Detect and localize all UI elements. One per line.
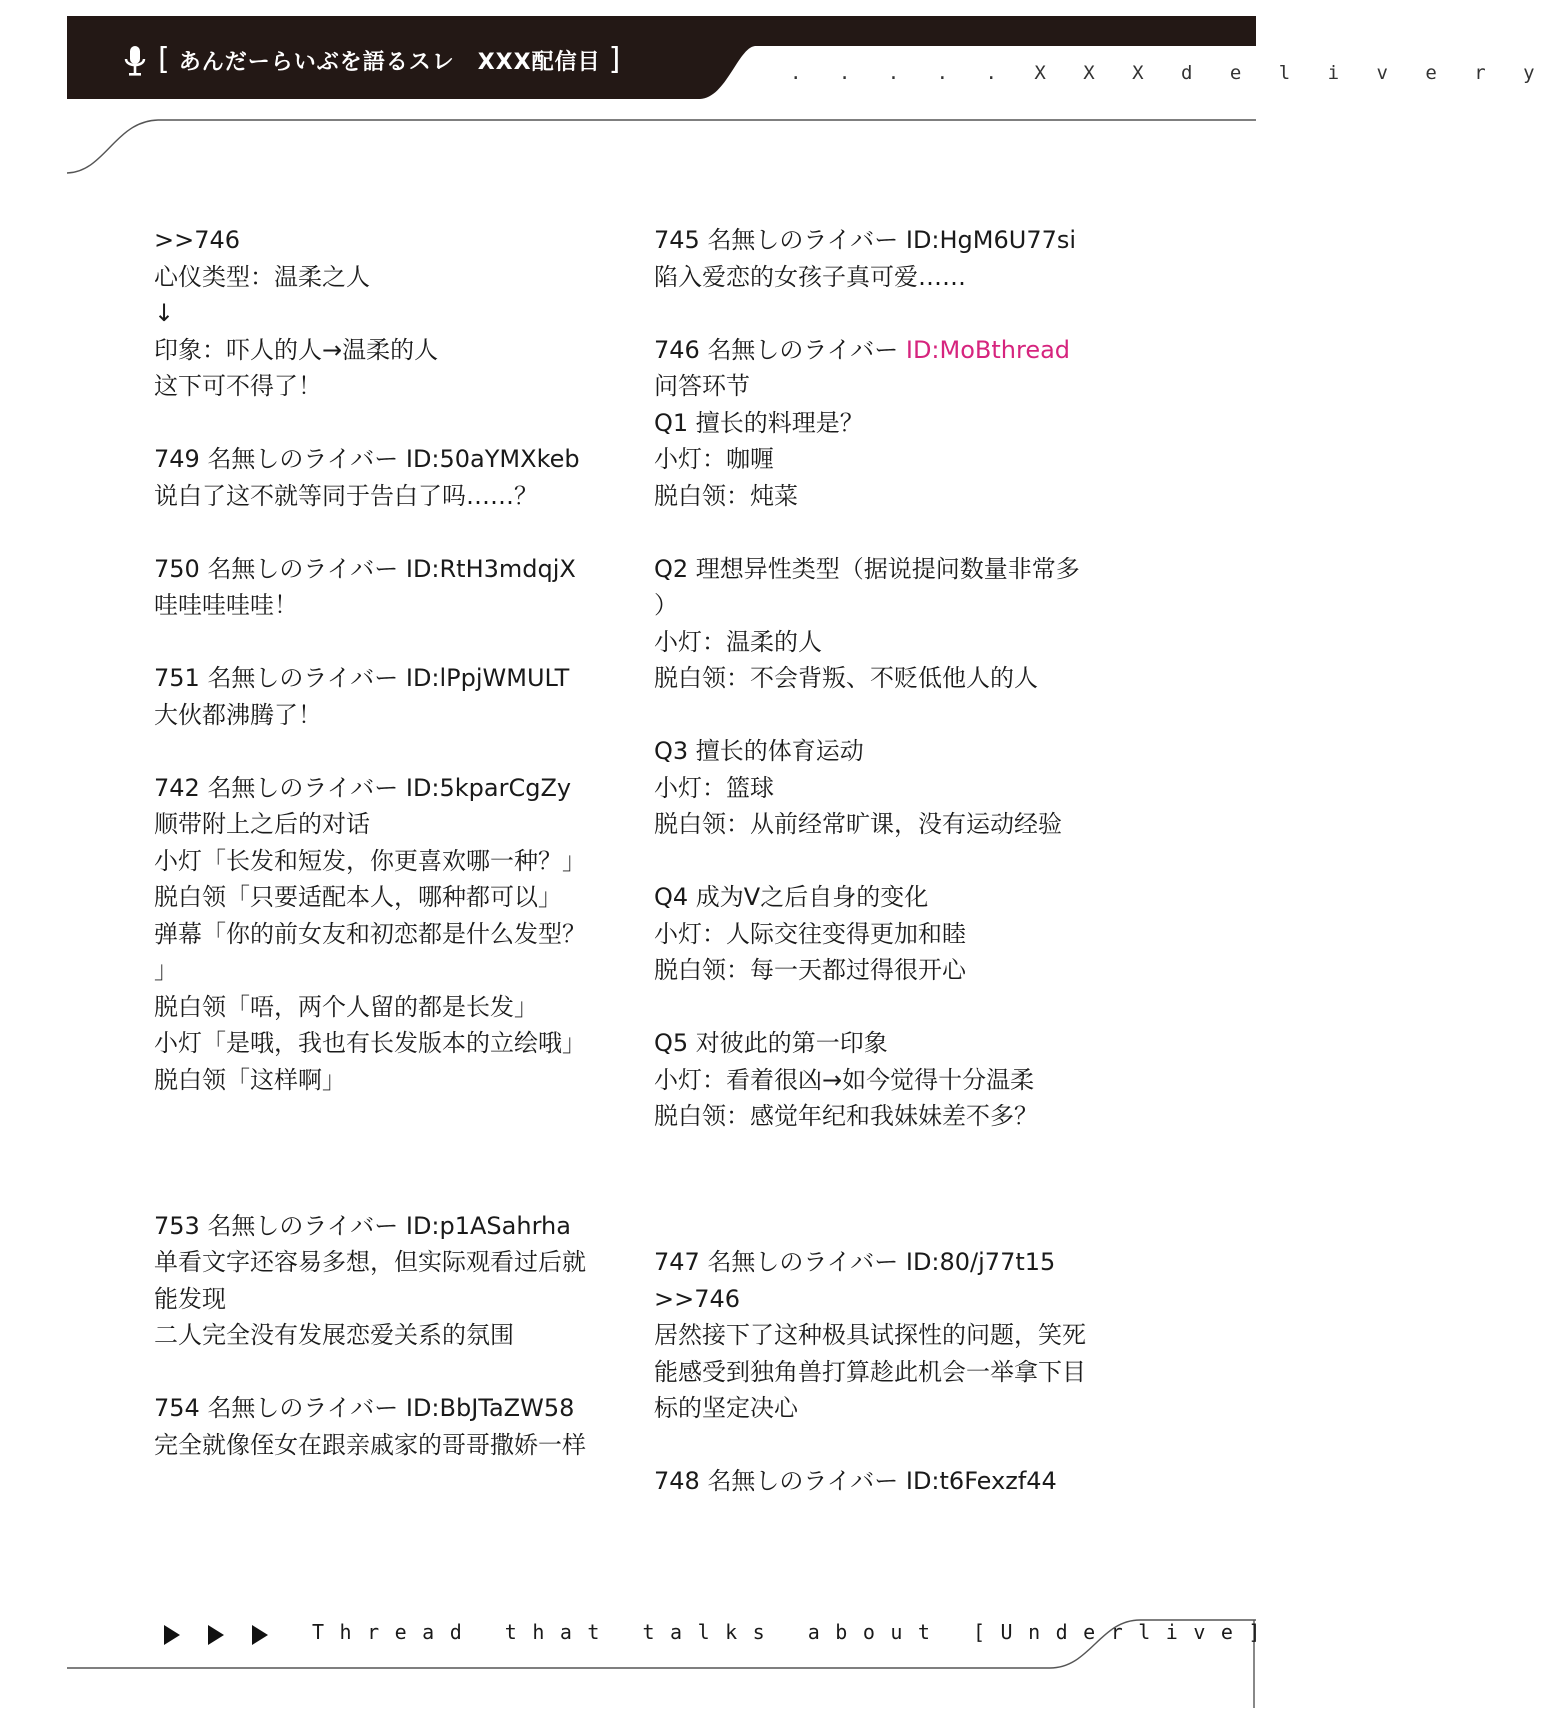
post-line: 这下可不得了！ — [154, 372, 322, 400]
right-column — [654, 222, 1114, 1500]
post-line: 小灯「是哦，我也有长发版本的立绘哦」 — [154, 1029, 586, 1057]
post-line: 哇哇哇哇哇！ — [154, 591, 298, 619]
footer-text: Thread that talks about [Underlive] — [312, 1620, 1276, 1644]
post — [654, 222, 1114, 295]
post-spacer — [654, 514, 1114, 551]
microphone-icon — [122, 44, 148, 78]
post-line: ） — [654, 591, 678, 619]
post-line: 脱白领「只要适配本人，哪种都可以」 — [154, 883, 562, 911]
post-line: 脱白领：每一天都过得很开心 — [654, 956, 966, 984]
post-line: 742 名無しのライバー ID:5kparCgZy — [154, 773, 572, 802]
post-line: 脱白领：炖菜 — [654, 481, 798, 510]
post-line: 脱白领「这样啊」 — [154, 1065, 346, 1094]
post — [154, 1208, 614, 1354]
post-line: 脱白领「唔，两个人留的都是长发」 — [154, 992, 538, 1021]
post-line: 749 名無しのライバー ID:50aYMXkeb — [154, 445, 580, 473]
post-line: 居然接下了这种极具试探性的问题，笑死 — [654, 1321, 1086, 1349]
post-line: >>746 — [654, 1284, 741, 1313]
post-line: 747 名無しのライバー ID:80/j77t15 — [654, 1248, 1056, 1276]
post-line: 印象：吓人的人→温柔的人 — [154, 335, 439, 364]
post-line: 751 名無しのライバー ID:lPpjWMULT — [154, 664, 570, 692]
post-spacer — [654, 843, 1114, 880]
post-line: 陷入爱恋的女孩子真可爱…… — [654, 262, 966, 291]
post — [654, 1025, 1114, 1135]
post-line: Q3 擅长的体育运动 — [654, 737, 864, 765]
header-banner — [0, 0, 1296, 200]
post-line: 小灯：人际交往变得更加和睦 — [654, 919, 966, 948]
post — [654, 1463, 1114, 1500]
post-line: 」 — [154, 956, 178, 984]
post-line: 小灯：温柔的人 — [654, 627, 822, 656]
post-spacer — [654, 989, 1114, 1026]
post-line: 能发现 — [154, 1284, 226, 1313]
post-line: 753 名無しのライバー ID:p1ASahrha — [154, 1211, 571, 1240]
post-spacer — [654, 295, 1114, 332]
post-line: 心仪类型：温柔之人 — [154, 262, 370, 291]
bracket-open: [ — [158, 42, 171, 77]
post-line: Q1 擅长的料理是？ — [654, 408, 864, 437]
header-title — [150, 42, 629, 78]
play-arrow-icon — [250, 1624, 270, 1646]
play-arrow-icon — [206, 1624, 226, 1646]
post — [654, 551, 1114, 697]
post — [654, 1244, 1114, 1427]
post-line: 弹幕「你的前女友和初恋都是什么发型？ — [154, 919, 586, 948]
post-line: Q2 理想异性类型（据说提问数量非常多 — [654, 554, 1080, 583]
post-line: 二人完全没有发展恋爱关系的氛围 — [154, 1321, 514, 1349]
play-arrow-icon — [162, 1624, 182, 1646]
post-line: 说白了这不就等同于告白了吗……？ — [154, 481, 538, 510]
post-line: 748 名無しのライバー ID:t6Fexzf44 — [654, 1467, 1057, 1495]
post-line: 脱白领：感觉年纪和我妹妹差不多？ — [654, 1102, 1038, 1130]
bracket-close: ] — [608, 42, 622, 77]
post-line: >>746 — [154, 226, 241, 254]
post — [654, 879, 1114, 989]
post-spacer — [154, 514, 614, 551]
post-line: 745 名無しのライバー ID:HgM6U77si — [654, 226, 1077, 254]
header-curve-line — [67, 120, 1256, 173]
post-line: 小灯：咖喱 — [654, 445, 774, 473]
post-line: Q4 成为V之后自身的变化 — [654, 883, 929, 911]
post-line: 问答环节 — [654, 372, 750, 400]
post-header-name: 746 名無しのライバー — [654, 335, 906, 364]
post-header-id: ID:MoBthread — [905, 335, 1071, 364]
post-spacer — [654, 1135, 1114, 1245]
post-line: 完全就像侄女在跟亲戚家的哥哥撒娇一样 — [154, 1430, 586, 1459]
post — [154, 660, 614, 733]
post-line: 单看文字还容易多想，但实际观看过后就 — [154, 1248, 586, 1276]
post-spacer — [154, 624, 614, 661]
post-header — [654, 332, 1114, 369]
left-column — [154, 222, 614, 1463]
post — [654, 332, 1114, 515]
post — [154, 1390, 614, 1463]
post-line: 标的坚定决心 — [654, 1394, 798, 1422]
post-line: 750 名無しのライバー ID:RtH3mdqjX — [154, 554, 576, 583]
header-subtitle: . . . . . X X X d e l i v e r y — [790, 62, 1548, 84]
post-line: Q5 对彼此的第一印象 — [654, 1029, 888, 1057]
thread-title: あんだーらいぶを語るスレ XXX配信目 — [178, 50, 601, 75]
post — [154, 770, 614, 1099]
post-line: ↓ — [154, 299, 175, 327]
post — [154, 441, 614, 514]
post-spacer — [154, 1098, 614, 1208]
post-line: 754 名無しのライバー ID:BbJTaZW58 — [154, 1394, 575, 1422]
post-line: 小灯「长发和短发，你更喜欢哪一种？」 — [154, 846, 586, 875]
post-line: 大伙都沸腾了！ — [154, 700, 322, 729]
post-spacer — [654, 1427, 1114, 1464]
post — [154, 551, 614, 624]
post-spacer — [154, 405, 614, 442]
post-line: 小灯：篮球 — [654, 773, 774, 802]
post-spacer — [154, 1354, 614, 1391]
post-line: 脱白领：从前经常旷课，没有运动经验 — [654, 810, 1062, 838]
post-line: 能感受到独角兽打算趁此机会一举拿下目 — [654, 1357, 1086, 1386]
post-line: 脱白领：不会背叛、不贬低他人的人 — [654, 664, 1038, 692]
post-line: 小灯：看着很凶→如今觉得十分温柔 — [654, 1065, 1035, 1094]
post-spacer — [654, 697, 1114, 734]
post-spacer — [154, 733, 614, 770]
post — [654, 733, 1114, 843]
post-line: 顺带附上之后的对话 — [154, 810, 370, 838]
post — [154, 222, 614, 405]
